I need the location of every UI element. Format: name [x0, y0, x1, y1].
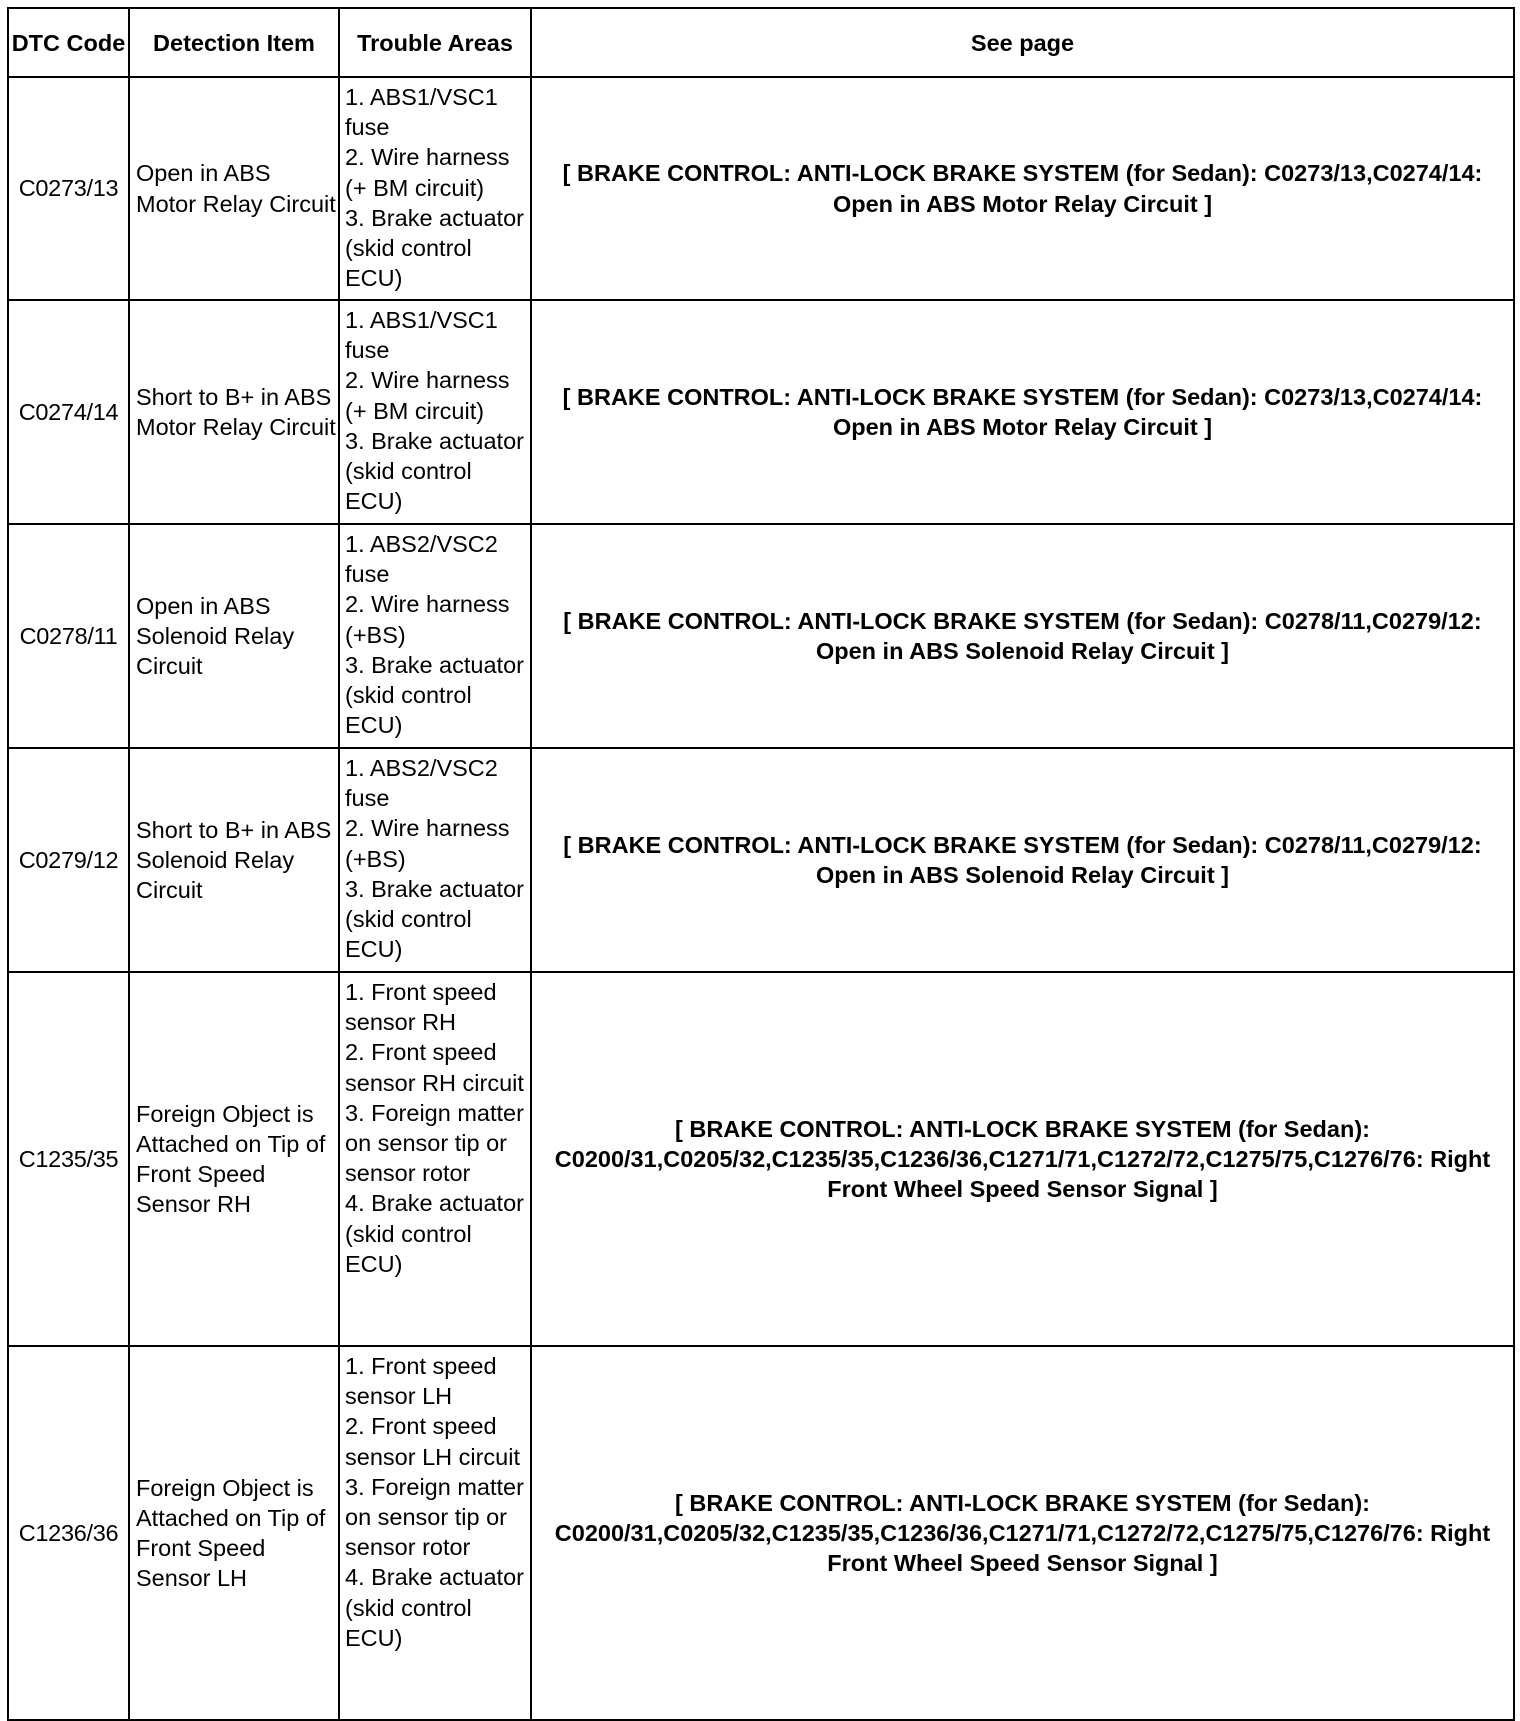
see-page-cell	[531, 300, 1514, 524]
table-row	[8, 972, 1514, 1346]
detection-item-cell: Open in ABS Motor Relay Circuit	[129, 77, 339, 300]
see-page-link[interactable]: [ BRAKE CONTROL: ANTI-LOCK BRAKE SYSTEM (for Sedan): C0273/13,C0274/14: Open in ABS Motor Relay Circuit ]	[562, 160, 1483, 217]
header-trouble-areas: Trouble Areas	[339, 8, 531, 77]
table-row	[8, 1346, 1514, 1720]
see-page-cell	[531, 748, 1514, 972]
table-row	[8, 77, 1514, 300]
trouble-area-item: 4. Brake actuator (skid control ECU)	[345, 1564, 524, 1651]
trouble-areas-cell	[339, 748, 531, 972]
trouble-area-item: 3. Brake actuator (skid control ECU)	[345, 875, 524, 963]
trouble-area-item: 2. Wire harness (+ BM circuit)	[345, 367, 510, 424]
see-page-link[interactable]: [ BRAKE CONTROL: ANTI-LOCK BRAKE SYSTEM (for Sedan): C0278/11,C0279/12: Open in ABS Solenoid Relay Circuit ]	[563, 607, 1482, 664]
header-dtc-code: DTC Code	[8, 8, 129, 77]
dtc-code-cell: C1236/36	[8, 1346, 129, 1720]
dtc-table	[7, 7, 1515, 1721]
trouble-area-item: 1. ABS1/VSC1 fuse	[345, 84, 498, 141]
trouble-area-item: 1. Front speed sensor LH	[345, 1353, 497, 1410]
table-row	[8, 748, 1514, 972]
trouble-areas-cell	[339, 300, 531, 524]
trouble-area-item: 2. Wire harness (+BS)	[345, 591, 510, 648]
table-body	[8, 77, 1514, 1720]
trouble-area-item: 2. Front speed sensor RH circuit	[345, 1039, 524, 1096]
trouble-areas-cell	[339, 77, 531, 300]
trouble-area-item: 2. Front speed sensor LH circuit	[345, 1413, 520, 1470]
detection-item-cell: Foreign Object is Attached on Tip of Front Speed Sensor RH	[129, 972, 339, 1346]
see-page-cell	[531, 1346, 1514, 1720]
trouble-area-item: 3. Brake actuator (skid control ECU)	[345, 651, 524, 739]
trouble-area-item: 3. Brake actuator (skid control ECU)	[345, 204, 524, 292]
detection-item-cell: Short to B+ in ABS Motor Relay Circuit	[129, 300, 339, 524]
see-page-link[interactable]: [ BRAKE CONTROL: ANTI-LOCK BRAKE SYSTEM (for Sedan): C0200/31,C0205/32,C1235/35,C1236/36,C1271/71,C1272/72,C1275/75,C1276/76: Right Front Wheel Speed Sensor Signal ]	[554, 1115, 1491, 1203]
dtc-code-cell: C1235/35	[8, 972, 129, 1346]
dtc-code-cell: C0278/11	[8, 524, 129, 748]
trouble-area-item: 3. Brake actuator (skid control ECU)	[345, 427, 524, 515]
detection-item-cell: Short to B+ in ABS Solenoid Relay Circuit	[129, 748, 339, 972]
header-see-page: See page	[531, 8, 1514, 77]
trouble-areas-cell	[339, 1346, 531, 1720]
see-page-link[interactable]: [ BRAKE CONTROL: ANTI-LOCK BRAKE SYSTEM (for Sedan): C0278/11,C0279/12: Open in ABS Solenoid Relay Circuit ]	[563, 831, 1482, 888]
dtc-code-cell: C0279/12	[8, 748, 129, 972]
trouble-areas-cell	[339, 972, 531, 1346]
trouble-area-item: 3. Foreign matter on sensor tip or sensor rotor	[345, 1473, 524, 1561]
dtc-code-cell: C0273/13	[8, 77, 129, 300]
trouble-area-item: 2. Wire harness (+ BM circuit)	[345, 144, 510, 201]
see-page-cell	[531, 77, 1514, 300]
detection-item-cell: Foreign Object is Attached on Tip of Front Speed Sensor LH	[129, 1346, 339, 1720]
see-page-cell	[531, 972, 1514, 1346]
trouble-area-item: 1. ABS2/VSC2 fuse	[345, 531, 498, 588]
trouble-area-item: 2. Wire harness (+BS)	[345, 815, 510, 872]
table-row	[8, 524, 1514, 748]
trouble-area-item: 1. ABS2/VSC2 fuse	[345, 755, 498, 812]
trouble-area-item: 1. Front speed sensor RH	[345, 979, 497, 1036]
detection-item-cell: Open in ABS Solenoid Relay Circuit	[129, 524, 339, 748]
see-page-cell	[531, 524, 1514, 748]
see-page-link[interactable]: [ BRAKE CONTROL: ANTI-LOCK BRAKE SYSTEM (for Sedan): C0200/31,C0205/32,C1235/35,C1236/36,C1271/71,C1272/72,C1275/75,C1276/76: Right Front Wheel Speed Sensor Signal ]	[554, 1489, 1491, 1577]
trouble-areas-cell	[339, 524, 531, 748]
see-page-link[interactable]: [ BRAKE CONTROL: ANTI-LOCK BRAKE SYSTEM (for Sedan): C0273/13,C0274/14: Open in ABS Motor Relay Circuit ]	[562, 383, 1483, 440]
trouble-area-item: 3. Foreign matter on sensor tip or sensor rotor	[345, 1099, 524, 1187]
trouble-area-item: 4. Brake actuator (skid control ECU)	[345, 1190, 524, 1277]
table-header-row	[8, 8, 1514, 77]
dtc-code-cell: C0274/14	[8, 300, 129, 524]
table-row	[8, 300, 1514, 524]
trouble-area-item: 1. ABS1/VSC1 fuse	[345, 307, 498, 364]
header-detection-item: Detection Item	[129, 8, 339, 77]
